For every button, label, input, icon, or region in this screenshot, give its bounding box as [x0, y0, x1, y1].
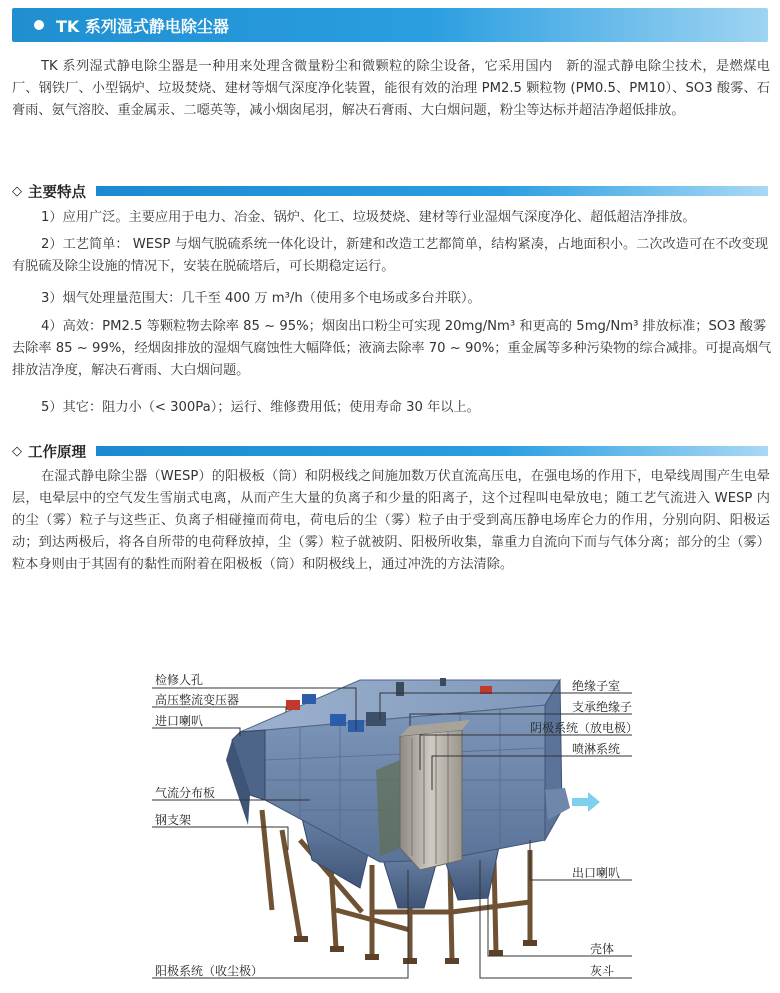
- feature-item: 5）其它：阻力小（< 300Pa）；运行、维修费用低；使用寿命 30 年以上。: [41, 400, 480, 415]
- section-divider-bar: [96, 186, 768, 196]
- page-title-bar: [12, 8, 768, 42]
- label-anode-system: 阳极系统（收尘极）: [155, 964, 264, 978]
- feature-item: 4）高效：PM2.5 等颗粒物去除率 85 ~ 95%；烟囱出口粉尘可实现 20mg/Nm³ 和更高的 5mg/Nm³ 排放标准；SO3 酸雾去除率 85 ~ 99%，经烟囱排放的湿烟气腐蚀性大幅降低；液滴去除率 70 ~ 90%；重金属等多种污染物的综合减排。可提高烟气排放洁净度，解决石膏雨、大白烟问题。: [12, 319, 772, 378]
- title-bullet-icon: [34, 20, 44, 30]
- page-title: TK 系列湿式静电除尘器: [56, 16, 229, 36]
- label-support-insulator: 支承绝缘子: [572, 700, 633, 714]
- feature-item: 1）应用广泛。主要应用于电力、冶金、锅炉、化工、垃圾焚烧、建材等行业湿烟气深度净化、超低超洁净排放。: [41, 210, 696, 225]
- label-insulator-room: 绝缘子室: [572, 679, 621, 693]
- label-inlet-horn: 进口喇叭: [155, 714, 204, 728]
- section-title: 工作原理: [28, 444, 86, 461]
- section-title: 主要特点: [28, 184, 86, 201]
- label-airflow-distribution-plate: 气流分布板: [155, 786, 216, 800]
- label-outlet-horn: 出口喇叭: [572, 866, 621, 880]
- diamond-icon: ◇: [12, 443, 22, 459]
- label-steel-support: 钢支架: [155, 813, 192, 827]
- label-hv-rectifier-transformer: 高压整流变压器: [155, 693, 240, 707]
- feature-item: 3）烟气处理量范围大：几千至 400 万 m³/h（使用多个电场或多台并联）。: [41, 291, 481, 306]
- intro-paragraph: TK 系列湿式静电除尘器是一种用来处理含微量粉尘和微颗粒的除尘设备，它采用国内 新的湿式静电除尘技术，是燃煤电厂、钢铁厂、小型锅炉、垃圾焚烧、建材等烟气深度净化装置，能很有效的治理 PM2.5 颗粒物 (PM0.5、PM10）、SO3 酸雾、石膏雨、氨气溶胶、重金属汞、二噁英等，减小烟囱尾羽，解决石膏雨、大白烟问题，粉尘等达标并超洁净超低排放。: [12, 59, 770, 118]
- section-header-principle: [12, 440, 768, 462]
- feature-item: 2）工艺简单： WESP 与烟气脱硫系统一体化设计，新建和改造工艺都简单，结构紧凑，占地面积小。二次改造可在不改变现有脱硫及除尘设施的情况下，安装在脱硫塔后，可长期稳定运行。: [12, 237, 769, 274]
- principle-paragraph: 在湿式静电除尘器（WESP）的阳极板（筒）和阴极线之间施加数万伏直流高压电，在强电场的作用下，电晕线周围产生电晕层，电晕层中的空气发生雪崩式电离，从而产生大量的负离子和少量的阳离子，这个过程叫电晕放电；随工艺气流进入 WESP 内的尘（雾）粒子与这些正、负离子相碰撞而荷电，荷电后的尘（雾）粒子由于受到高压静电场库仑力的作用，分别向阴、阳极运动；到达两极后，将各自所带的电荷释放掉，尘（雾）粒子就被阴、阳极所收集，靠重力自流向下而与气体分离；部分的尘（雾）粒本身则由于其固有的黏性而附着在阳极板（筒）和阴极线上，通过冲洗的方法清除。: [12, 469, 770, 572]
- label-spray-system: 喷淋系统: [572, 742, 621, 756]
- label-shell: 壳体: [590, 942, 615, 956]
- label-cathode-system: 阴极系统（放电极）: [530, 721, 639, 735]
- wesp-equipment-diagram: [0, 660, 780, 993]
- label-inspection-manhole: 检修人孔: [155, 673, 204, 687]
- section-divider-bar: [96, 446, 768, 456]
- section-header-features: [12, 180, 768, 202]
- diamond-icon: ◇: [12, 183, 22, 199]
- label-ash-hopper: 灰斗: [590, 964, 615, 978]
- outlet-flow-arrow: [572, 792, 600, 812]
